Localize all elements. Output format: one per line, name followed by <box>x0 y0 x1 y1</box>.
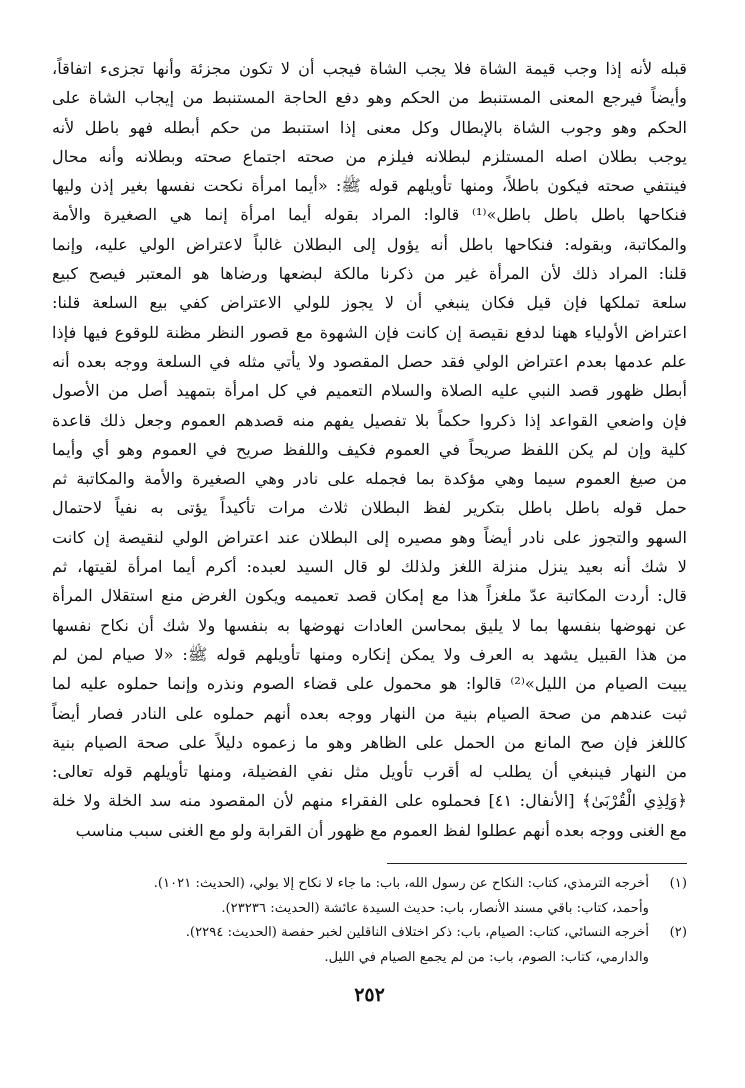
text-line: كاللغز فإن صح المانع من الحمل على الظاهر وهو ما زعموه دليلاً على صحة الصيام بنية <box>52 732 687 752</box>
text-line: يبيت الصيام من الليل»⁽²⁾ قالوا: هو محمول على قضاء الصوم ونذره وإنما حملوه عليه لما <box>52 674 687 694</box>
text-line: من هذا القبيل يشهد به العرف ولا يمكن إنكاره ومنها تأويلهم قوله ﷺ: «لا صيام لمن لم <box>52 644 687 664</box>
footnote <box>52 872 687 897</box>
text-line: لا شك أنه بعيد ينزل منزلة اللغز ولذلك لو قال السيد لعبده: أكرم أيما امرأة لقيتها، ثم <box>52 557 687 577</box>
text-line: اعتراض الأولياء ههنا لدفع نقيصة إن كانت فإن الشهوة مع قصور النظر مظنة للوقوع فيها فإذا <box>52 322 687 342</box>
text-line: ﴿وَلِذِي الْقُرْبَىٰ﴾ [الأنفال: ٤١] فحملوه على الفقراء منهم لأن المقصود منه سد الخلة ولا خلة <box>52 791 687 811</box>
text-line: فنكاحها باطل باطل باطل»⁽¹⁾ قالوا: المراد بقوله أيما امرأة إنما هي الصغيرة والأمة <box>52 205 687 225</box>
footnote-text: أخرجه النسائي، كتاب: الصيام، باب: ذكر اختلاف الناقلين لخبر حفصة (الحديث: ٢٢٩٤). <box>185 925 649 941</box>
main-text <box>52 54 687 845</box>
text-line: وأيضاً فيرجع المعنى المستنبط من الحكم وهو دفع الحاجة المستنبط من إيجاب الشاة على <box>52 88 687 108</box>
footnote-number: (٢) <box>669 925 687 941</box>
footnote-text: والدارمي، كتاب: الصوم، باب: من لم يجمع الصيام في الليل. <box>324 949 649 965</box>
text-line: فإن واضعي القواعد إذا ذكروا حكماً بلا تفصيل يفهم منه قصدهم العموم وجعل ذلك قاعدة <box>52 410 687 430</box>
text-line: يوجب بطلان اصله المستلزم لبطلانه فيلزم من صحته اجتماع صحته وبطلانه وأنه محال <box>52 146 687 166</box>
footnote <box>52 921 687 946</box>
footnote <box>52 897 687 922</box>
footnote-number: (١) <box>669 876 687 892</box>
text-line: سلعة تملكها فإن قيل فكان ينبغي أن لا يجوز للولي الاعتراض كفي بيع السلعة قلنا: <box>52 293 687 313</box>
footnote <box>52 946 687 971</box>
footnotes <box>52 872 687 970</box>
text-line: قال: أردت المكاتبة عدّ ملغزاً هذا مع إمكان قصد تعميمه ويكون الغرض منع استقلال المرأة <box>52 586 687 606</box>
footnote-text: وأحمد، كتاب: باقي مسند الأنصار، باب: حديث السيدة عائشة (الحديث: ٢٣٢٣٦). <box>221 900 649 916</box>
text-line: حمل قوله باطل باطل بتكرير لفظ البطلان ثلاث مرات تأكيداً يؤتى به نفياً لاحتمال <box>52 498 687 518</box>
text-line: مع الغنى ووجه بعده أنهم عطلوا لفظ العموم مع ظهور أن القرابة ولو مع الغنى سبب مناسب <box>75 820 687 840</box>
text-line: من صيغ العموم سيما وهي مؤكدة بما فجمله على نادر وهي الصغيرة والأمة والمكاتبة ثم <box>52 469 687 489</box>
text-line: عن نهوضها بنفسها بما لا يليق بمحاسن العادات نهوضها به بنفسها ولا شك أن نكاح نفسها <box>52 615 687 635</box>
text-line: قبله لأنه إذا وجب قيمة الشاة فلا يجب الشاة فيجب أن لا تكون مجزئة وأنها تجزىء اتفاقاً، <box>52 59 687 78</box>
text-line: أبطل ظهور قصد النبي عليه الصلاة والسلام التعميم في كل امرأة بتمهيد أصل من الأصول <box>52 381 687 401</box>
text-line: الحكم وهو وجوب الشاة بالإبطال وكل معنى إذا استنبط من حكم أبطله فهو باطل لأنه <box>52 117 687 137</box>
text-line: والمكاتبة، وبقوله: فنكاحها باطل أنه يؤول إلى البطلان غالباً لاعتراض الولي عليه، وإنما <box>52 234 687 254</box>
text-line: السهو والتجوز على نادر أيضاً وهو مصيره إلى البطلان عند اعتراض الولي لنقيصة إن كانت <box>52 527 687 547</box>
text-line: فينتفي صحته فيكون باطلاً، ومنها تأويلهم قوله ﷺ: «أيما امرأة نكحت نفسها بغير إذن وليها <box>52 176 687 196</box>
text-line: قلنا: المراد ذلك لأن المرأة غير من ذكرنا مالكة لبضعها ورضاها هو المعتبر فيصح كبيع <box>52 264 687 284</box>
footnote-text: أخرجه الترمذي، كتاب: النكاح عن رسول الله، باب: ما جاء لا نكاح إلا بولي، (الحديث: ١٠٢١). <box>153 876 649 892</box>
text-line: كلية وإن لم يكن اللفظ صريحاً في العموم فكيف واللفظ صريح في العموم وهو أي وأيما <box>52 439 687 459</box>
footnote-separator <box>387 863 687 864</box>
text-line: علم عدمها بعدم اعتراض الولي فقد حصل المقصود ولا يأتي مثله في السلعة ووجه بعده أنه <box>52 351 687 371</box>
text-line: من النهار فينبغي أن يطلب له أقرب تأويل مثل نفي الفضيلة، ومنها تأويلهم قوله تعالى: <box>52 762 687 782</box>
text-line: ثبت عندهم من صحة الصيام بنية من النهار ووجه بعده أنهم حملوه على النادر فصار أيضاً <box>52 703 687 723</box>
page-number: ٢٥٢ <box>354 984 385 1007</box>
